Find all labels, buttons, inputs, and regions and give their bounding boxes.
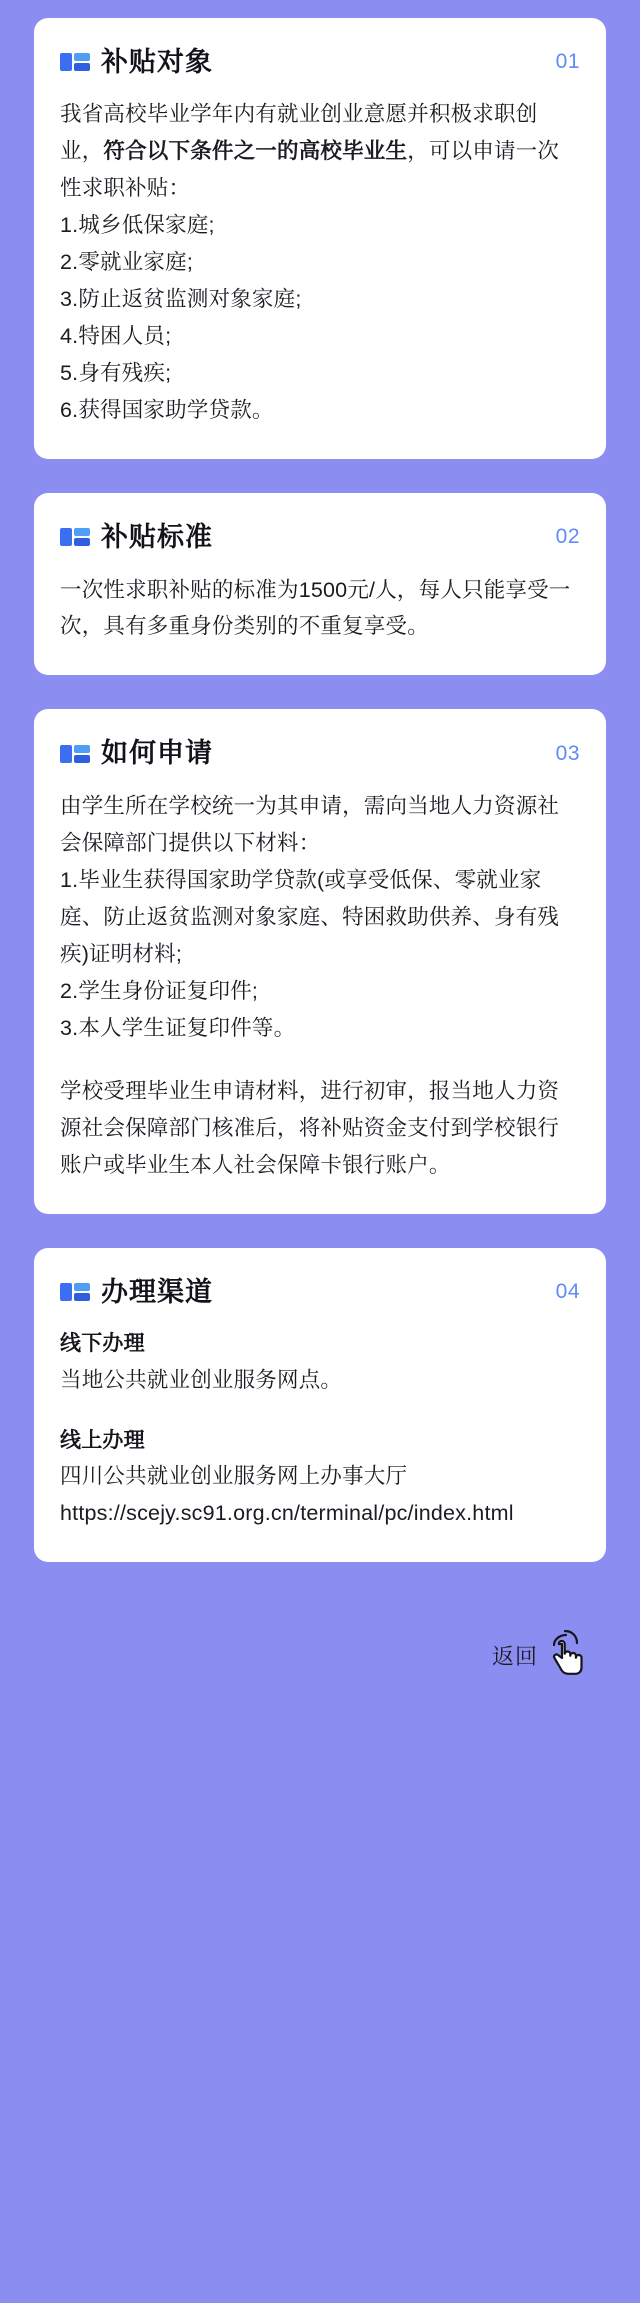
card-body <box>60 1326 580 1532</box>
online-channel-url[interactable]: https://scejy.sc91.org.cn/terminal/pc/index.html <box>60 1501 514 1526</box>
back-button[interactable] <box>492 1630 588 1680</box>
document-blocks-icon <box>60 525 90 549</box>
card-number: 03 <box>555 741 580 765</box>
document-blocks-icon <box>60 742 90 766</box>
paragraph: 1.毕业生获得国家助学贷款(或享受低保、零就业家庭、防止返贫监测对象家庭、特困救助供养、身有残疾)证明材料; <box>60 867 560 966</box>
document-blocks-icon <box>60 50 90 74</box>
card-number: 01 <box>555 50 580 74</box>
card-body <box>60 572 580 646</box>
back-label: 返回 <box>491 1643 538 1669</box>
paragraph: 2.学生身份证复印件; <box>60 978 259 1003</box>
card-header <box>60 46 580 78</box>
card-number: 02 <box>555 525 580 549</box>
paragraph: 6.获得国家助学贷款。 <box>60 398 274 423</box>
card-body <box>60 96 580 429</box>
text-run: 我省高校毕业学年内有就业创业意愿并积极求职创业， <box>60 102 538 164</box>
card-subsidy-target <box>34 18 606 459</box>
card-how-to-apply <box>34 709 606 1213</box>
offline-channel-label: 线下办理 <box>60 1331 145 1355</box>
paragraph: 学校受理毕业生申请材料，进行初审，报当地人力资源社会保障部门核准后，将补贴资金支付到学校银行账户或毕业生本人社会保障卡银行账户。 <box>60 1078 560 1177</box>
card-number: 04 <box>555 1279 580 1303</box>
card-header <box>60 737 580 769</box>
offline-channel-text: 当地公共就业创业服务网点。 <box>60 1367 343 1392</box>
paragraph: 1.城乡低保家庭; <box>60 213 215 238</box>
paragraph: 3.本人学生证复印件等。 <box>60 1015 296 1040</box>
document-blocks-icon <box>60 1280 90 1304</box>
hand-pointer-icon <box>544 1630 588 1680</box>
card-body <box>60 788 580 1184</box>
card-title: 如何申请 <box>101 738 213 769</box>
text-run-bold: 符合以下条件之一的高校毕业生 <box>103 139 408 164</box>
card-header <box>60 521 580 553</box>
paragraph: 一次性求职补贴的标准为1500元/人，每人只能享受一次，具有多重身份类别的不重复享受。 <box>60 577 571 639</box>
card-title: 补贴对象 <box>101 47 213 77</box>
text-run: ，可以申请一次性求职补贴： <box>60 139 560 201</box>
paragraph <box>60 96 580 207</box>
paragraph: 3.防止返贫监测对象家庭; <box>60 287 302 312</box>
paragraph: 由学生所在学校统一为其申请，需向当地人力资源社会保障部门提供以下材料： <box>60 793 560 855</box>
card-header <box>60 1276 580 1308</box>
paragraph: 4.特困人员; <box>60 324 172 349</box>
footer <box>34 1596 606 1746</box>
paragraph: 2.零就业家庭; <box>60 250 194 275</box>
paragraph: 5.身有残疾; <box>60 361 172 386</box>
online-channel-text: 四川公共就业创业服务网上办事大厅 <box>60 1464 408 1489</box>
card-subsidy-standard <box>34 493 606 675</box>
card-service-channels <box>34 1248 606 1563</box>
online-channel-label: 线上办理 <box>60 1428 145 1452</box>
card-title: 补贴标准 <box>101 522 213 553</box>
card-title: 办理渠道 <box>101 1276 213 1307</box>
paragraph-spacer <box>60 1047 580 1073</box>
